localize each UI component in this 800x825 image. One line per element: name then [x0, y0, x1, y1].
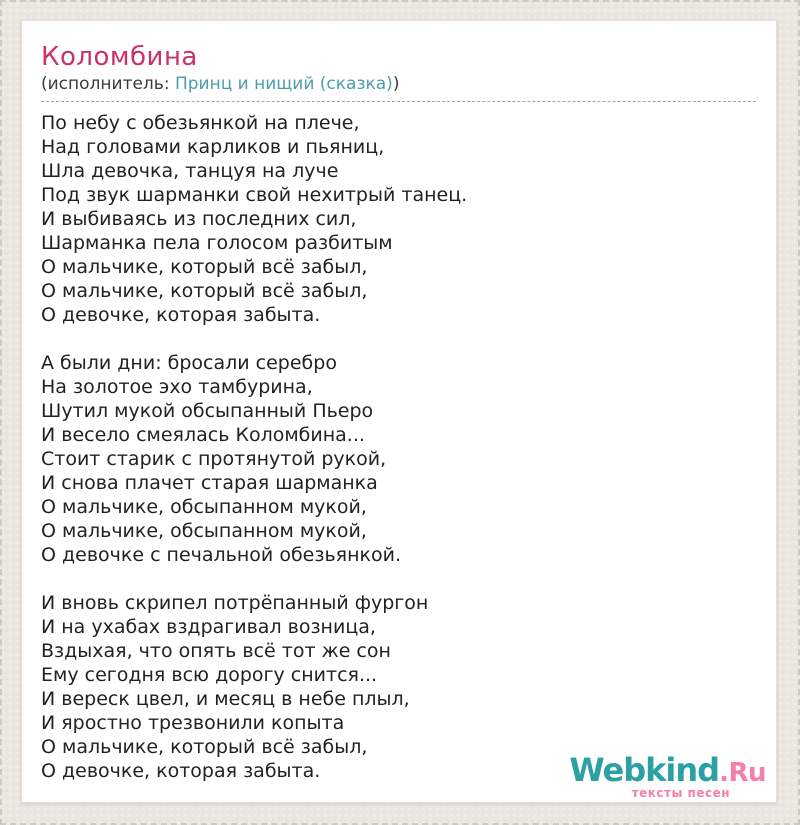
lyric-line: Вздыхая, что опять всё тот же сон — [41, 640, 391, 662]
stanza — [41, 111, 756, 327]
lyric-line: А были дни: бросали серебро — [41, 352, 337, 374]
lyrics-card — [21, 20, 777, 803]
lyric-line: О девочке, которая забыта. — [41, 304, 321, 326]
lyric-line: И вновь скрипел потрёпанный фургон — [41, 592, 429, 614]
lyric-line: По небу с обезьянкой на плече, — [41, 112, 360, 134]
lyric-line: Шарманка пела голосом разбитым — [41, 232, 393, 254]
lyric-line: Под звук шарманки свой нехитрый танец. — [41, 184, 468, 206]
lyric-line: Шутил мукой обсыпанный Пьеро — [41, 400, 374, 422]
lyric-line: И яростно трезвонили копыта — [41, 712, 345, 734]
lyric-line: Ему сегодня всю дорогу снится... — [41, 664, 378, 686]
artist-line — [41, 74, 756, 102]
lyrics — [41, 111, 756, 783]
lyric-line: Стоит старик с протянутой рукой, — [41, 448, 387, 470]
lyric-line: О мальчике, обсыпанном мукой, — [41, 496, 367, 518]
lyric-line: И на ухабах вздрагивал возница, — [41, 616, 376, 638]
artist-prefix: (исполнитель: — [41, 74, 175, 94]
webkind-logo[interactable] — [569, 751, 766, 800]
stanza — [41, 351, 756, 567]
page-title: Коломбина — [41, 42, 198, 72]
lyric-line: Над головами карликов и пьяниц, — [41, 136, 385, 158]
lyric-line: О мальчике, обсыпанном мукой, — [41, 520, 367, 542]
lyric-line: О мальчике, который всё забыл, — [41, 280, 368, 302]
lyric-line: О мальчике, который всё забыл, — [41, 256, 368, 278]
logo-tagline: тексты песен — [631, 786, 730, 800]
lyric-line: На золотое эхо тамбурина, — [41, 376, 313, 398]
lyric-line: И снова плачет старая шарманка — [41, 472, 378, 494]
lyric-line: О девочке, которая забыта. — [41, 760, 321, 782]
logo-ru-text: .Ru — [719, 758, 766, 788]
lyric-line: Шла девочка, танцуя на луче — [41, 160, 339, 182]
lyric-line: И весело смеялась Коломбина... — [41, 424, 365, 446]
logo-text — [569, 751, 766, 789]
lyric-line: И вереск цвел, и месяц в небе плыл, — [41, 688, 410, 710]
logo-webkind-text: Webkind — [569, 751, 720, 789]
lyric-line: О мальчике, который всё забыл, — [41, 736, 368, 758]
lyric-line: О девочке с печальной обезьянкой. — [41, 544, 401, 566]
lyric-line: И выбиваясь из последних сил, — [41, 208, 357, 230]
artist-suffix: ) — [392, 74, 400, 94]
artist-link[interactable]: Принц и нищий (сказка) — [174, 74, 393, 94]
